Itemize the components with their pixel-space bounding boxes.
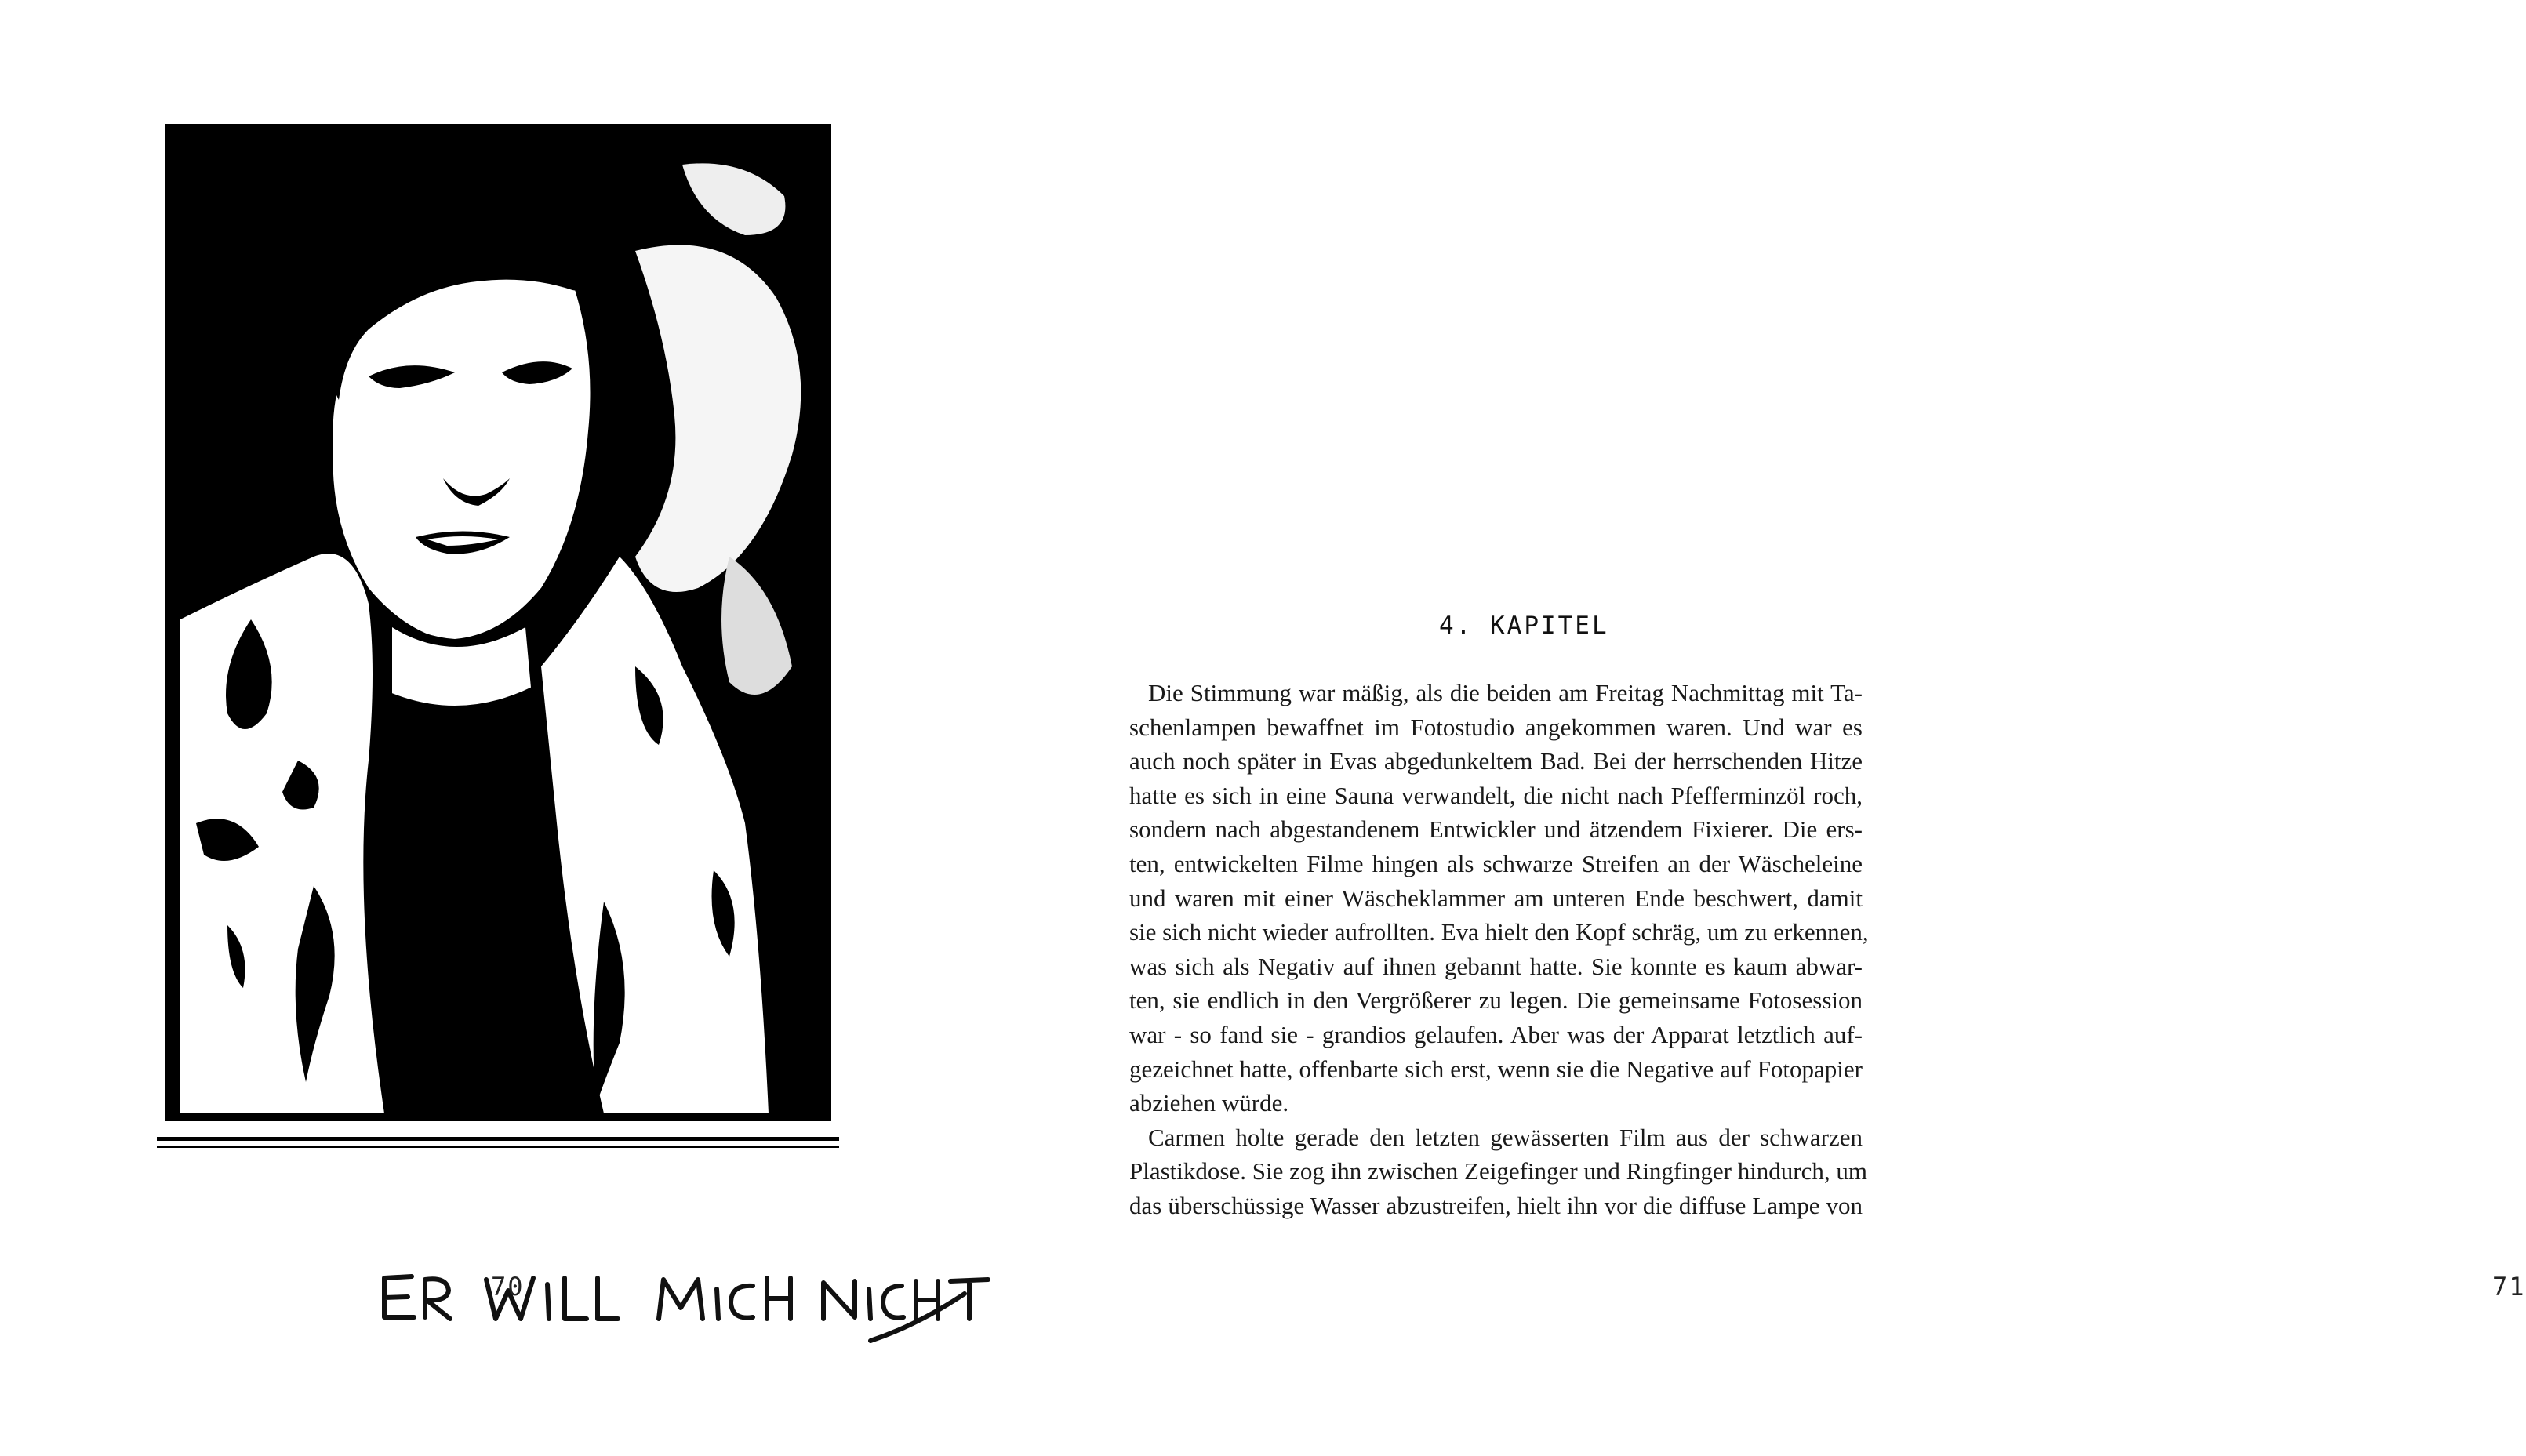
text-line: hatte es sich in eine Sauna verwandelt, die nicht nach Pfefferminzöl roch, (1129, 781, 1863, 809)
right-page (1004, 0, 2526, 1456)
text-line: gezeichnet hatte, offenbarte sich erst, wenn sie die Negative auf Fotopapier (1129, 1055, 1863, 1083)
text-line: ten, sie endlich in den Vergrößerer zu legen. Die gemeinsame Fotosession (1129, 986, 1863, 1015)
text-line: das überschüssige Wasser abzustreifen, hielt ihn vor die diffuse Lampe von (1129, 1191, 1863, 1219)
chapter-title: 4. KAPITEL (1439, 612, 1609, 640)
text-line: ten, entwickelten Filme hingen als schwarze Streifen an der Wäscheleine (1129, 849, 1863, 877)
text-line: sie sich nicht wieder aufrollten. Eva hielt den Kopf schräg, um zu erkennen, (1129, 918, 1869, 946)
text-line: auch noch später in Evas abgedunkeltem Bad. Bei der herrschenden Hitze (1129, 747, 1863, 775)
page-number-left: 70 (491, 1272, 525, 1302)
handwritten-caption (369, 1262, 996, 1349)
portrait-photo (133, 118, 855, 1231)
page-number-right: 71 (2492, 1272, 2526, 1302)
left-page (0, 0, 1004, 1456)
text-line: Die Stimmung war mäßig, als die beiden am Freitag Nachmittag mit Ta- (1148, 679, 1863, 706)
text-line: abziehen würde. (1129, 1089, 1289, 1117)
text-line: war - so fand sie - grandios gelaufen. Aber was der Apparat letztlich auf- (1129, 1020, 1863, 1048)
text-line: was sich als Negativ auf ihnen gebannt hatte. Sie konnte es kaum abwar- (1129, 952, 1863, 980)
text-line: sondern nach abgestandenem Entwickler und ätzendem Fixierer. Die ers- (1129, 815, 1863, 844)
body-text (1129, 676, 1869, 1223)
portrait-photo-image (133, 118, 855, 1231)
text-line: schenlampen bewaffnet im Fotostudio angekommen waren. Und war es (1129, 713, 1863, 741)
text-line: Carmen holte gerade den letzten gewässerten Film aus der schwarzen (1148, 1123, 1863, 1151)
text-line: Plastikdose. Sie zog ihn zwischen Zeigefinger und Ringfinger hindurch, um (1129, 1157, 1868, 1185)
text-line: und waren mit einer Wäscheklammer am unteren Ende beschwert, damit (1129, 884, 1863, 912)
